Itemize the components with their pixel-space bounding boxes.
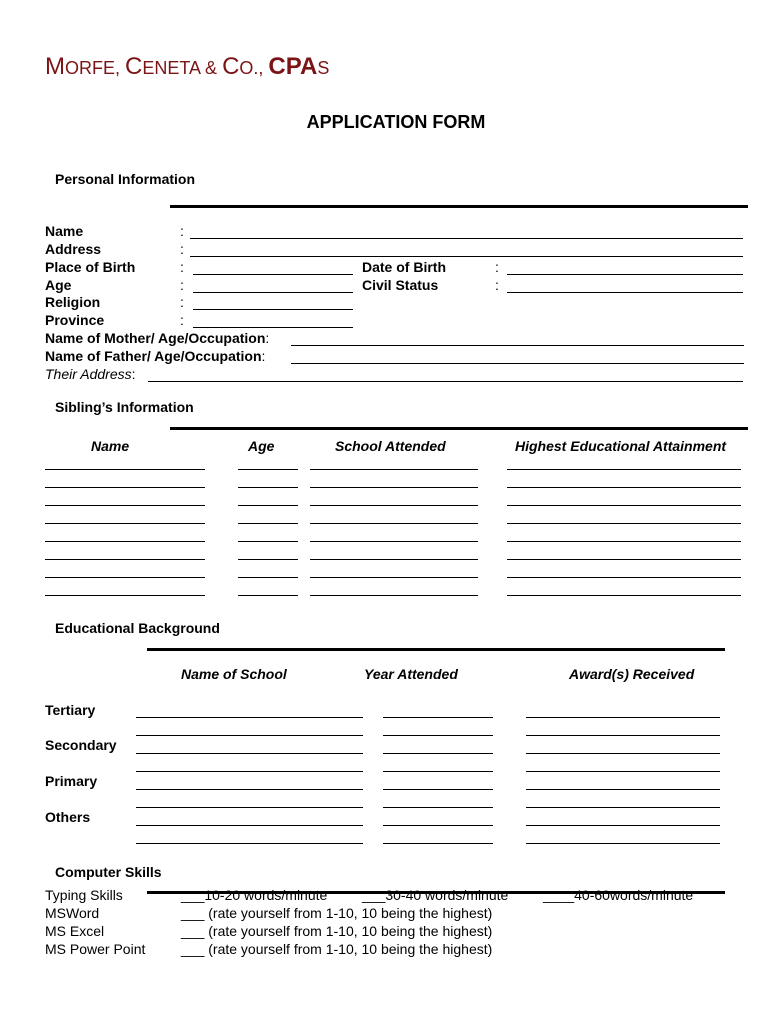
province-label: Province	[45, 312, 105, 328]
school-name-field[interactable]	[136, 843, 363, 844]
their-address-field[interactable]	[148, 381, 743, 382]
level-tertiary: Tertiary	[45, 702, 96, 718]
section-rule	[170, 205, 748, 208]
sibling-age-field[interactable]	[238, 577, 298, 578]
colon: :	[495, 277, 499, 293]
age-field[interactable]	[193, 292, 353, 293]
sibling-name-field[interactable]	[45, 487, 205, 488]
sibling-school-field[interactable]	[310, 541, 478, 542]
address-field[interactable]	[190, 256, 743, 257]
sibling-age-field[interactable]	[238, 559, 298, 560]
awards-field[interactable]	[526, 807, 720, 808]
name-label: Name	[45, 223, 84, 239]
mspowerpoint-label: MS Power Point	[45, 941, 146, 957]
sibling-age-field[interactable]	[238, 523, 298, 524]
msexcel-rating[interactable]: ___ (rate yourself from 1-10, 10 being the highest)	[181, 923, 493, 939]
personal-info-heading: Personal Information	[55, 171, 196, 187]
school-name-field[interactable]	[136, 789, 363, 790]
province-field[interactable]	[193, 327, 353, 328]
year-attended-field[interactable]	[383, 771, 493, 772]
school-name-field[interactable]	[136, 807, 363, 808]
col-sibling-school: School Attended	[335, 438, 446, 454]
sibling-attainment-field[interactable]	[507, 595, 741, 596]
sibling-school-field[interactable]	[310, 487, 478, 488]
civil-status-label: Civil Status	[362, 277, 439, 293]
sibling-name-field[interactable]	[45, 559, 205, 560]
msword-rating[interactable]: ___ (rate yourself from 1-10, 10 being the highest)	[181, 905, 493, 921]
religion-field[interactable]	[193, 309, 353, 310]
mother-label: Name of Mother/ Age/Occupation:	[45, 330, 270, 346]
section-rule	[170, 427, 748, 430]
sibling-school-field[interactable]	[310, 523, 478, 524]
typing-skills-label: Typing Skills	[45, 887, 123, 903]
colon: :	[180, 312, 184, 328]
section-rule	[147, 648, 725, 651]
typing-option-10-20[interactable]: ___10-20 words/minute	[181, 887, 328, 903]
sibling-attainment-field[interactable]	[507, 559, 741, 560]
colon: :	[180, 294, 184, 310]
civil-status-field[interactable]	[507, 292, 743, 293]
level-others: Others	[45, 809, 91, 825]
colon: :	[180, 259, 184, 275]
school-name-field[interactable]	[136, 771, 363, 772]
form-title: APPLICATION FORM	[306, 112, 486, 132]
religion-label: Religion	[45, 294, 101, 310]
sibling-name-field[interactable]	[45, 577, 205, 578]
sibling-name-field[interactable]	[45, 505, 205, 506]
year-attended-field[interactable]	[383, 735, 493, 736]
sibling-attainment-field[interactable]	[507, 505, 741, 506]
sibling-attainment-field[interactable]	[507, 523, 741, 524]
typing-option-40-60[interactable]: ____40-60words/minute	[543, 887, 694, 903]
sibling-attainment-field[interactable]	[507, 469, 741, 470]
sibling-age-field[interactable]	[238, 595, 298, 596]
colon: :	[180, 277, 184, 293]
col-sibling-attainment: Highest Educational Attainment	[515, 438, 727, 454]
sibling-name-field[interactable]	[45, 595, 205, 596]
father-label: Name of Father/ Age/Occupation:	[45, 348, 266, 364]
awards-field[interactable]	[526, 717, 720, 718]
sibling-name-field[interactable]	[45, 541, 205, 542]
year-attended-field[interactable]	[383, 717, 493, 718]
awards-field[interactable]	[526, 771, 720, 772]
msexcel-label: MS Excel	[45, 923, 105, 939]
father-field[interactable]	[291, 363, 744, 364]
col-sibling-age: Age	[248, 438, 275, 454]
year-attended-field[interactable]	[383, 807, 493, 808]
awards-field[interactable]	[526, 735, 720, 736]
mspowerpoint-rating[interactable]: ___ (rate yourself from 1-10, 10 being the highest)	[181, 941, 493, 957]
colon: :	[495, 259, 499, 275]
computer-skills-heading: Computer Skills	[55, 864, 162, 880]
year-attended-field[interactable]	[383, 843, 493, 844]
colon: :	[180, 223, 184, 239]
level-secondary: Secondary	[45, 737, 117, 753]
awards-field[interactable]	[526, 753, 720, 754]
name-field[interactable]	[190, 238, 743, 239]
sibling-name-field[interactable]	[45, 523, 205, 524]
sibling-attainment-field[interactable]	[507, 487, 741, 488]
sibling-age-field[interactable]	[238, 505, 298, 506]
col-sibling-name: Name	[91, 438, 130, 454]
school-name-field[interactable]	[136, 717, 363, 718]
colon: :	[180, 241, 184, 257]
date-of-birth-field[interactable]	[507, 274, 743, 275]
school-name-field[interactable]	[136, 825, 363, 826]
place-of-birth-label: Place of Birth	[45, 259, 136, 275]
siblings-heading: Sibling’s Information	[55, 399, 194, 415]
sibling-school-field[interactable]	[310, 577, 478, 578]
awards-field[interactable]	[526, 843, 720, 844]
sibling-school-field[interactable]	[310, 559, 478, 560]
msword-label: MSWord	[45, 905, 100, 921]
col-school-name: Name of School	[181, 666, 287, 682]
awards-field[interactable]	[526, 825, 720, 826]
mother-field[interactable]	[291, 345, 744, 346]
sibling-attainment-field[interactable]	[507, 577, 741, 578]
sibling-age-field[interactable]	[238, 487, 298, 488]
col-awards: Award(s) Received	[569, 666, 695, 682]
sibling-attainment-field[interactable]	[507, 541, 741, 542]
their-address-label: Their Address:	[45, 366, 136, 382]
address-label: Address	[45, 241, 102, 257]
date-of-birth-label: Date of Birth	[362, 259, 446, 275]
year-attended-field[interactable]	[383, 789, 493, 790]
sibling-school-field[interactable]	[310, 595, 478, 596]
education-heading: Educational Background	[55, 620, 220, 636]
school-name-field[interactable]	[136, 735, 363, 736]
year-attended-field[interactable]	[383, 753, 493, 754]
level-primary: Primary	[45, 773, 98, 789]
age-label: Age	[45, 277, 72, 293]
awards-field[interactable]	[526, 789, 720, 790]
sibling-age-field[interactable]	[238, 469, 298, 470]
sibling-school-field[interactable]	[310, 469, 478, 470]
place-of-birth-field[interactable]	[193, 274, 353, 275]
sibling-age-field[interactable]	[238, 541, 298, 542]
sibling-school-field[interactable]	[310, 505, 478, 506]
year-attended-field[interactable]	[383, 825, 493, 826]
firm-name: MORFE, CENETA & CO., CPAS	[45, 53, 330, 80]
school-name-field[interactable]	[136, 753, 363, 754]
col-year-attended: Year Attended	[364, 666, 458, 682]
typing-option-30-40[interactable]: ___30-40 words/minute	[362, 887, 509, 903]
sibling-name-field[interactable]	[45, 469, 205, 470]
